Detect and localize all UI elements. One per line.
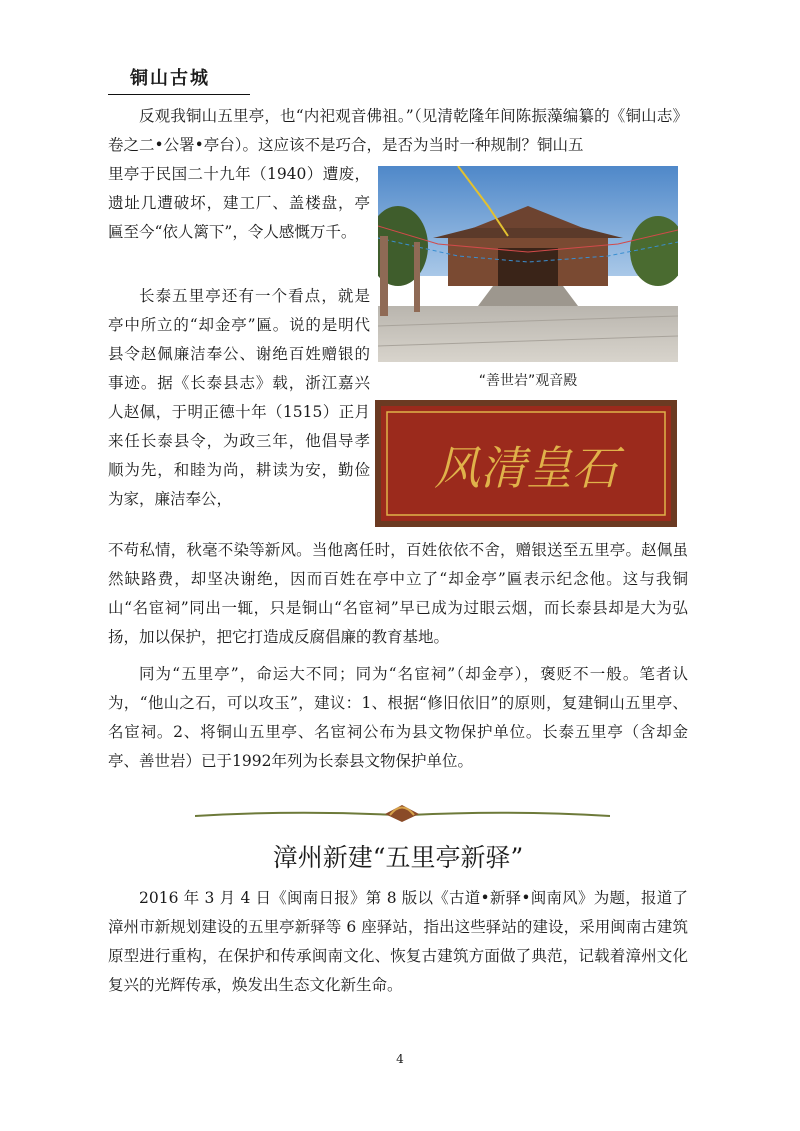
paragraph-2: 里亭于民国二十九年（1940）遭废，遗址几遭破坏，建工厂、盖楼盘，亭匾至今“依人篱下”，令人感慨万千。 <box>108 165 370 241</box>
page-number: 4 <box>396 1052 404 1066</box>
temple-photo-image <box>378 166 678 362</box>
paragraph-5: 2016 年 3 月 4 日《闽南日报》第 8 版以《古道•新驿•闽南风》为题，报道了漳州市新规划建设的五里亭新驿等 6 座驿站，指出这些驿站的建设，采用闽南古建筑原型进行重构，在保护和传承闽南文化、恢复古建筑方面做了典范，记载着漳州文化复兴的光辉传承，焕发出生态文化新生命。 <box>108 889 688 994</box>
temple-photo-caption: “善世岩”观音殿 <box>478 373 578 389</box>
section-title: 漳州新建“五里亭新驿” <box>272 843 524 872</box>
paragraph-3: 长泰五里亭还有一个看点，就是亭中所立的“却金亭”匾。说的是明代县令赵佩廉洁奉公、谢绝百姓赠银的事迹。据《长泰县志》载，浙江嘉兴人赵佩，于明正德十年（1515）正月来任长泰县令，为政三年，他倡导孝顺为先，和睦为尚，耕读为安，勤俭为家，廉洁奉公， <box>108 287 370 508</box>
plaque-image <box>375 400 677 527</box>
ornamental-divider <box>195 800 610 830</box>
plaque-calligraphy: 风清皇石 <box>434 441 618 495</box>
divider-ornament <box>195 800 610 830</box>
running-header <box>108 64 250 95</box>
temple-photo <box>378 166 678 362</box>
paragraph-4: 同为“五里亭”，命运大不同；同为“名宦祠”（却金亭），褒贬不一般。笔者认为，“他山之石，可以攻玉”，建议：1、根据“修旧依旧”的原则，复建铜山五里亭、名宦祠。2、将铜山五里亭、名宦祠公布为县文物保护单位。长泰五里亭（含却金亭、善世岩）已于1992年列为长泰县文物保护单位。 <box>108 665 688 770</box>
paragraph-3-continued: 不苟私情，秋毫不染等新风。当他离任时，百姓依依不舍，赠银送至五里亭。赵佩虽然缺路费，却坚决谢绝，因而百姓在亭中立了“却金亭”匾表示纪念他。这与我铜山“名宦祠”同出一辄，只是铜山“名宦祠”早已成为过眼云烟，而长泰县却是大为弘扬，加以保护，把它打造成反腐倡廉的教育基地。 <box>108 541 688 646</box>
quejin-plaque-photo <box>375 400 677 527</box>
paragraph-1: 反观我铜山五里亭，也“内祀观音佛祖。”（见清乾隆年间陈振藻编纂的《铜山志》卷之二•公署•亭台）。这应该不是巧合，是否为当时一种规制？铜山五 <box>108 107 688 154</box>
header-title: 铜山古城 <box>130 68 210 89</box>
